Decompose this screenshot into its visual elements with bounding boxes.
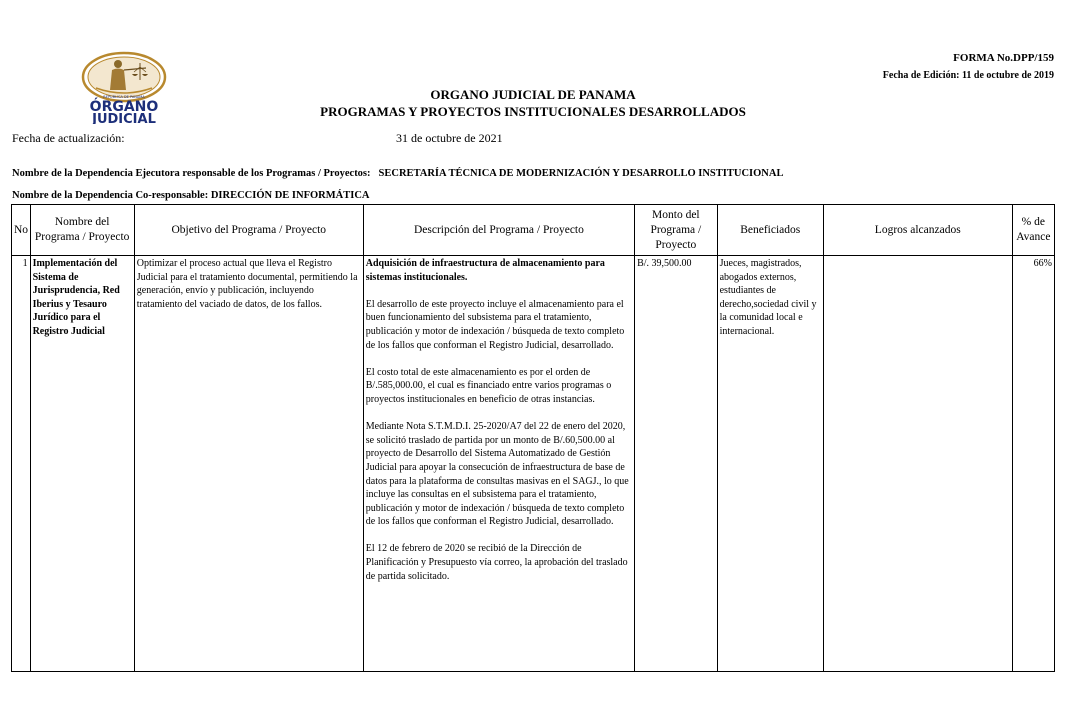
header-objetivo: Objetivo del Programa / Proyecto: [134, 205, 363, 256]
desc-paragraph: El desarrollo de este proyecto incluye el almacenamiento para el buen funcionamiento del subsistema para el tratamiento, publicación y motor de indexación / búsqueda de texto completo de los fallos que conforman el Registro Judicial, desarrollado.: [365, 298, 625, 351]
cell-descripcion: [363, 256, 634, 672]
header-logros: Logros alcanzados: [823, 205, 1012, 256]
update-date: 31 de octubre de 2021: [396, 131, 503, 145]
header-avance: % de Avance: [1012, 205, 1054, 256]
cell-no: 1: [12, 256, 31, 672]
title-programas: PROGRAMAS Y PROYECTOS INSTITUCIONALES DESARROLLADOS: [320, 104, 746, 119]
edition-date: Fecha de Edición: 11 de octubre de 2019: [882, 70, 1054, 81]
title-organo: ORGANO JUDICIAL DE PANAMA: [430, 87, 636, 102]
desc-paragraph: El 12 de febrero de 2020 se recibió de la Dirección de Planificación y Presupuesto vía correo, la aprobación del traslado de partida solicitado.: [365, 543, 628, 582]
cell-beneficiados: Jueces, magistrados, abogados externos, estudiantes de derecho,sociedad civil y la comunidad local e internacional.: [717, 256, 823, 672]
logo-line1: ÓRGANO: [89, 99, 159, 115]
dependencia-ejecutora: [12, 168, 783, 179]
cell-avance: 66%: [1012, 256, 1054, 672]
desc-paragraph: El costo total de este almacenamiento es por el orden de B/.585,000.00, el cual es financiado entre varios programas o proyectos institucionales en beneficio de otras instancias.: [365, 366, 612, 405]
desc-title: Adquisición de infraestructura de almacenamiento para sistemas institucionales.: [365, 258, 605, 283]
header-descripcion: Descripción del Programa / Proyecto: [363, 205, 634, 256]
desc-paragraph: Mediante Nota S.T.M.D.I. 25-2020/A7 del 22 de enero del 2020, se solicitó traslado de partida por un monto de B/.60,500.00 al proyecto de Desarrollo del Sistema Automatizado de Gestión Judicial para apoyar la consecución de infraestructura de base de datos para la plataforma de consultas masivas en el SAGJ., lo que incluye las consultas en el subsistema para el tratamiento, publicación y motor de indexación / búsqueda de texto completo de los fallos que conforman el Registro Judicial, desarrollado.: [365, 421, 629, 528]
document-titles: [0, 86, 1074, 120]
cell-nombre: Implementación del Sistema de Jurisprudencia, Red Iberius y Tesauro Jurídico para el Registro Judicial: [30, 256, 134, 672]
ejecutora-value: SECRETARÍA TÉCNICA DE MODERNIZACIÓN Y DESARROLLO INSTITUCIONAL: [378, 168, 784, 179]
header-no: No: [12, 205, 31, 256]
dependencia-corresponsable: Nombre de la Dependencia Co-responsable: DIRECCIÓN DE INFORMÁTICA: [12, 190, 370, 201]
programs-table: [11, 204, 1055, 672]
cell-logros: [823, 256, 1012, 672]
header-monto: Monto del Programa / Proyecto: [635, 205, 718, 256]
logo-top-text: REPUBLICA DE PANAMA: [103, 95, 145, 99]
cell-objetivo: Optimizar el proceso actual que lleva el Registro Judicial para el tratamiento documental, permitiendo la generación, envío y publicación, incluyendo tratamiento del vaciado de datos, de los fallos.: [134, 256, 363, 672]
header-beneficiados: Beneficiados: [717, 205, 823, 256]
form-number: FORMA No.DPP/159: [953, 52, 1054, 64]
header-nombre: Nombre del Programa / Proyecto: [30, 205, 134, 256]
update-label: Fecha de actualización:: [12, 131, 125, 145]
cell-monto: B/. 39,500.00: [635, 256, 718, 672]
table-row: [12, 256, 1055, 672]
logo-line2: JUDICIAL: [92, 112, 156, 124]
table-header-row: [12, 205, 1055, 256]
ejecutora-label: Nombre de la Dependencia Ejecutora responsable de los Programas / Proyectos:: [12, 168, 371, 179]
